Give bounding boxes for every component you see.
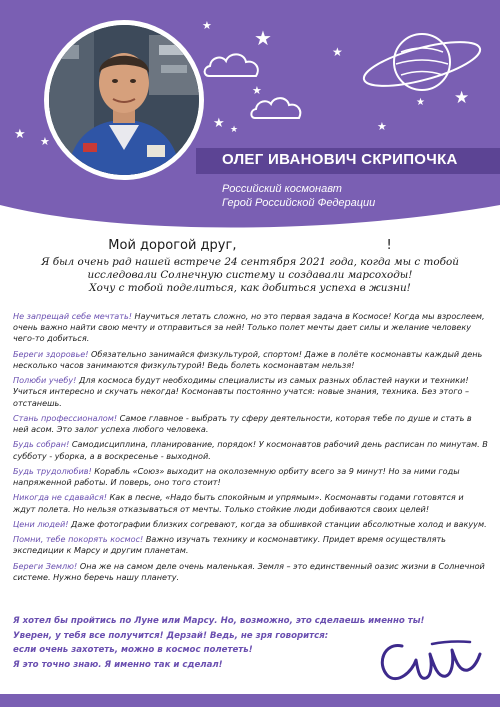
greeting	[0, 238, 500, 253]
star-icon: ★	[230, 125, 239, 135]
cosmonaut-portrait	[49, 25, 199, 175]
closing-line-2: Уверен, у тебя все получится! Дерзай! Ведь, не зря говорится:	[13, 630, 329, 641]
star-icon: ★	[213, 116, 225, 131]
advice-heading: Будь трудолюбив!	[13, 465, 92, 476]
advice-text: Важно изучать технику и космонавтику. Придет время осуществлять экспедиции к Марсу и другим планетам.	[13, 534, 446, 556]
advice-text: Для космоса будут необходимы специалисты из самых разных областей науки и техники! Учиться интересно и скучать некогда! Космонавты постоянно учатся: новые знания, техника. Без этого – отстанешь.	[13, 375, 470, 408]
star-icon: ★	[332, 45, 343, 59]
star-icon: ★	[14, 127, 26, 142]
advice-heading: Не запрещай себе мечтать!	[13, 311, 132, 321]
star-icon: ★	[454, 88, 470, 108]
closing-paragraph	[13, 614, 424, 672]
header-banner	[0, 0, 500, 230]
greeting-text: Мой дорогой друг,	[108, 238, 237, 253]
title-line-2: Герой Российской Федерации	[222, 197, 376, 209]
intro-line-2: исследовали Солнечную систему и создавали марсоходы!	[87, 269, 413, 281]
star-icon: ★	[416, 97, 425, 108]
cosmonaut-name: ОЛЕГ ИВАНОВИЧ СКРИПОЧКА	[222, 151, 458, 168]
advice-item	[13, 519, 488, 530]
advice-heading: Стань профессионалом!	[13, 412, 118, 423]
star-icon: ★	[377, 120, 387, 133]
advice-heading: Цени людей!	[13, 518, 69, 529]
greeting-exclamation: !	[386, 238, 392, 253]
advice-heading: Береги Землю!	[13, 560, 78, 571]
planet-icon	[355, 14, 490, 109]
advice-item	[13, 534, 488, 556]
advice-text: Самое главное - выбрать ту сферу деятельности, которая тебе по душе и стать в ней асом. Это залог успеха любого человека.	[13, 412, 472, 435]
cloud-icon	[203, 50, 263, 80]
advice-item	[13, 349, 488, 371]
star-icon: ★	[202, 19, 212, 32]
intro-paragraph	[20, 256, 480, 295]
title-line-1: Российский космонавт	[222, 183, 342, 195]
advice-item	[13, 492, 488, 514]
advice-heading: Полюби учебу!	[13, 375, 77, 386]
advice-heading: Будь собран!	[13, 439, 70, 450]
star-icon: ★	[254, 26, 272, 50]
advice-text: Научиться летать сложно, но это первая задача в Космосе! Когда мы взрослеем, очень важно найти свою мечту и отправиться за ней! Только полет мечты дает силы и желание человеку чего-то добиться.	[13, 311, 485, 344]
advice-text: Она же на самом деле очень маленькая. Земля – это единственный оазис жизни в Солнечной системе. Нужно беречь нашу планету.	[13, 560, 485, 582]
advice-text: Обязательно занимайся физкультурой, спортом! Даже в полёте космонавты каждый день несколько часов занимаются физкультурой! Ведь болеть космонавтам нельзя!	[13, 348, 483, 370]
advice-text: Как в песне, «Надо быть спокойным и упрямым». Космонавты годами готовятся и ждут полета. Но нельзя отказываться от мечты. Только стойкие люди добиваются своих целей!	[13, 492, 464, 514]
advice-item	[13, 561, 488, 583]
advice-heading: Береги здоровье!	[13, 348, 89, 359]
cloud-icon	[250, 94, 305, 122]
signature-icon	[372, 632, 484, 690]
star-icon: ★	[40, 135, 50, 148]
advice-item	[13, 311, 488, 345]
advice-text: Самодисциплина, планирование, порядок! У космонавтов рабочий день расписан по минутам. В субботу - уборка, а в воскресенье - выходной.	[13, 439, 488, 461]
advice-text: Даже фотографии близких согревают, когда за обшивкой станции абсолютные холод и вакуум.	[68, 518, 487, 529]
advice-item	[13, 413, 488, 435]
advice-item	[13, 375, 488, 409]
advice-text: Корабль «Союз» выходит на околоземную орбиту всего за 9 минут! Но за ними годы напряженной работы. И поверь, оно того стоит!	[13, 465, 460, 488]
advice-heading: Помни, тебе покорять космос!	[13, 534, 144, 545]
intro-line-1: Я был очень рад нашей встрече 24 сентября 2021 года, когда мы с тобой	[41, 256, 459, 268]
advice-item	[13, 439, 488, 461]
closing-line-4: Я это точно знаю. Я именно так и сделал!	[13, 659, 223, 670]
star-icon: ★	[252, 84, 262, 97]
advice-list	[13, 311, 488, 587]
footer-bar	[0, 694, 500, 707]
advice-heading: Никогда не сдавайся!	[13, 492, 107, 503]
closing-line-3: если очень захотеть, можно в космос полететь!	[13, 645, 253, 655]
closing-line-1: Я хотел бы пройтись по Луне или Марсу. Но, возможно, это сделаешь именно ты!	[13, 616, 425, 626]
intro-line-3: Хочу с тобой поделиться, как добиться успеха в жизни!	[89, 282, 411, 294]
advice-item	[13, 466, 488, 488]
